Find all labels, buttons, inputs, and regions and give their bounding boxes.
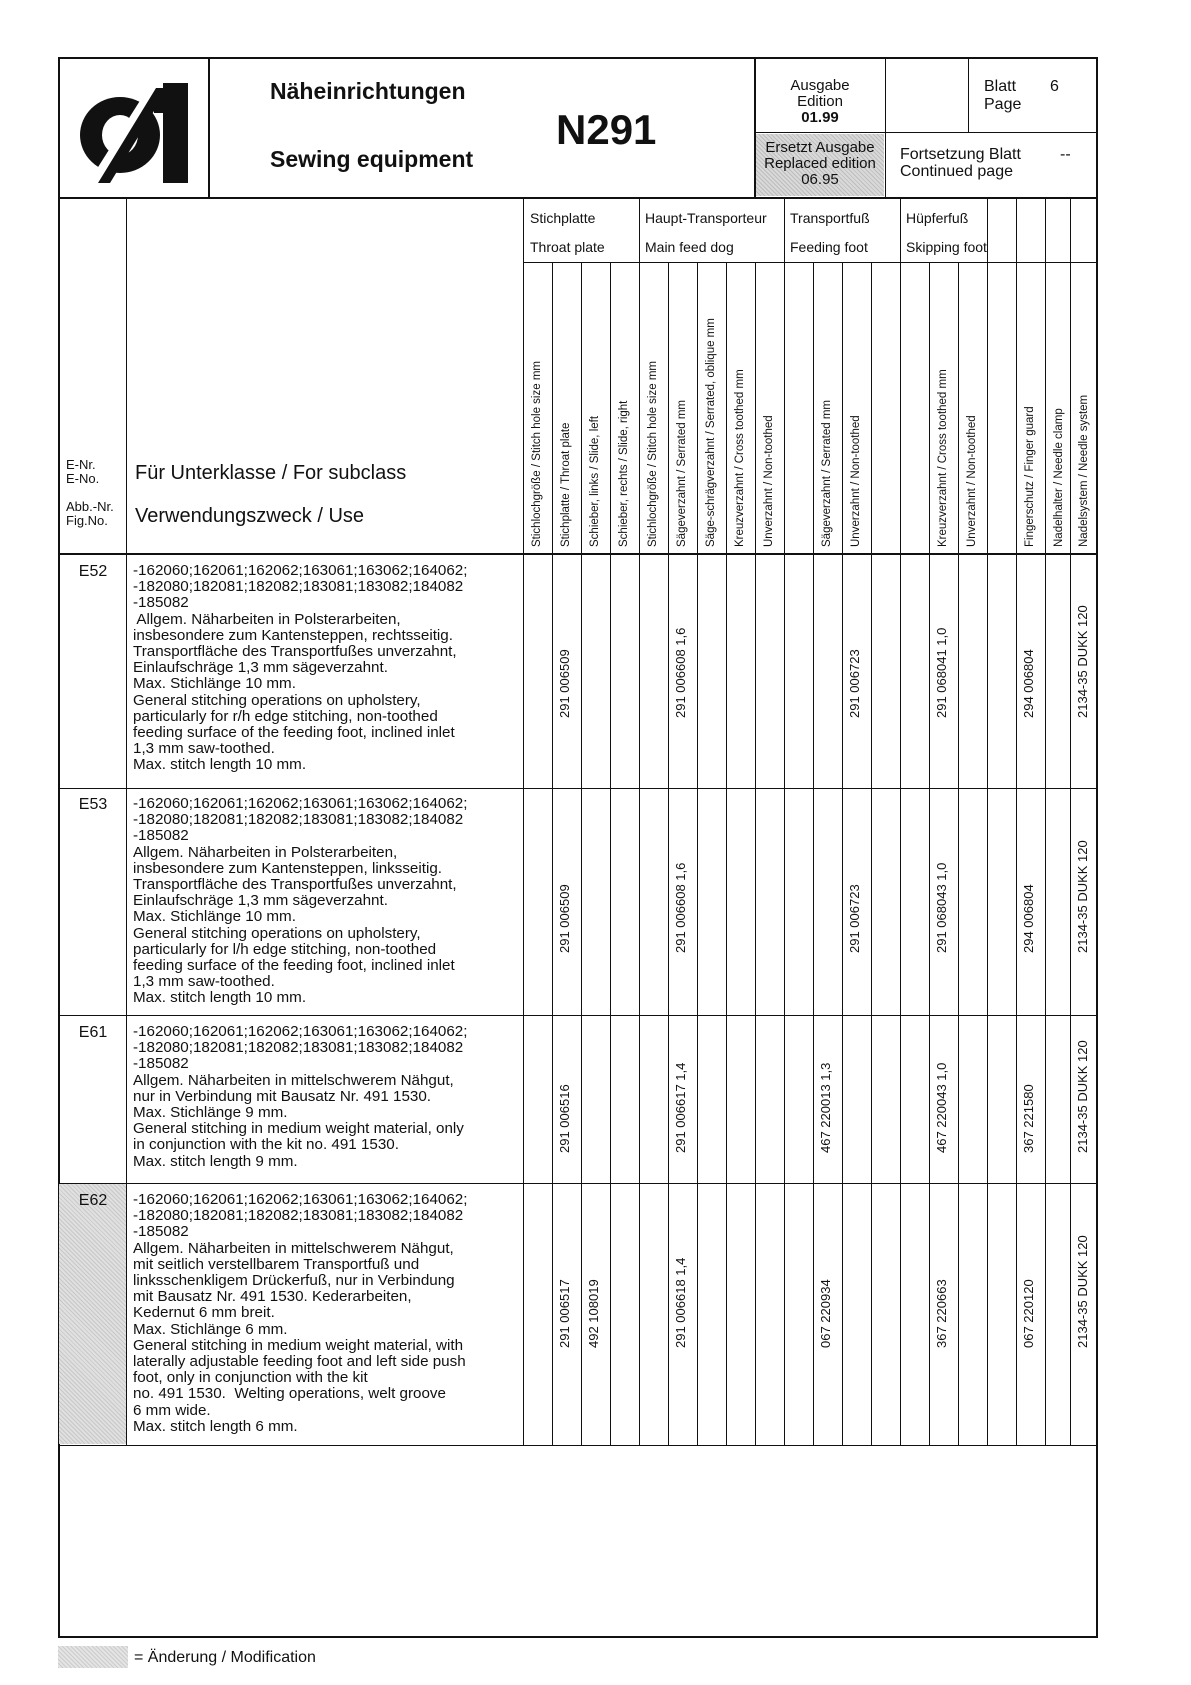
- col-line: [784, 197, 785, 1445]
- column-header: Nadelhalter / Needle clamp: [1053, 408, 1065, 547]
- column-header: Unverzahnt / Non-toothed: [763, 415, 775, 547]
- header-divider: [968, 57, 969, 132]
- cell-value: 291 006608 1,6: [673, 862, 688, 953]
- group-header-line: [523, 262, 1098, 263]
- column-header: Stichplatte / Throat plate: [560, 422, 572, 547]
- replaced-value: 06.95: [801, 171, 839, 188]
- col-line: [842, 262, 843, 1445]
- cell-value: 291 006516: [557, 1084, 572, 1153]
- fig-label: Fig.No.: [66, 513, 108, 528]
- cell-value: 291 068043 1,0: [934, 862, 949, 953]
- cell-value: 291 006618 1,4: [673, 1257, 688, 1348]
- cell-value: 291 068041 1,0: [934, 627, 949, 718]
- cell-value: 291 006517: [557, 1279, 572, 1348]
- col-line: [552, 262, 553, 1445]
- col-line: [871, 262, 872, 1445]
- eno-label: E-No.: [66, 471, 100, 486]
- edition-label: Edition: [797, 93, 843, 110]
- column-header: Unverzahnt / Non-toothed: [966, 415, 978, 547]
- group-feeddog-de: Haupt-Transporteur: [645, 210, 767, 226]
- column-header: Kreuzverzahnt / Cross toothed mm: [734, 369, 746, 547]
- cell-value: 291 006608 1,6: [673, 627, 688, 718]
- use-header: Verwendungszweck / Use: [135, 505, 365, 527]
- title-en: Sewing equipment: [270, 146, 474, 172]
- group-skip-en: Skipping foot: [906, 239, 987, 255]
- column-header: Nadelsystem / Needle system: [1078, 394, 1090, 547]
- cell-value: 367 221580: [1021, 1084, 1036, 1153]
- subclass-header: Für Unterklasse / For subclass: [135, 462, 407, 484]
- row-divider: [58, 1183, 1098, 1184]
- col-line: [755, 262, 756, 1445]
- cell-value: 294 006804: [1021, 884, 1036, 953]
- cell-value: 2134-35 DUKK 120: [1075, 1040, 1090, 1153]
- row-description: -162060;162061;162062;163061;163062;164062; -182080;182081;182082;183081;183082;184082 -185082 Allgem. Näharbeiten in mittelschwerem Nähgut, nur in Verbindung mit Bausatz Nr. 491 1530. Max. Stichlänge 9 mm. General stitching in medium weight material, only in conjunction with the kit no. 491 1530. Max. stitch length 9 mm.: [133, 1023, 468, 1170]
- group-throat-en: Throat plate: [530, 239, 605, 255]
- cell-value: 367 220663: [934, 1279, 949, 1348]
- page-number: 6: [1050, 78, 1059, 95]
- modification-marker: [59, 1184, 126, 1444]
- cell-value: 291 006617 1,4: [673, 1062, 688, 1153]
- column-header: Kreuzverzahnt / Cross toothed mm: [937, 369, 949, 547]
- cell-value: 291 006723: [847, 884, 862, 953]
- cell-value: 492 108019: [586, 1279, 601, 1348]
- col-line: [1070, 197, 1071, 1445]
- column-header: Stichlochgröße / Stitch hole size mm: [531, 361, 543, 547]
- group-feedfoot-de: Transportfuß: [790, 210, 870, 226]
- continued-label: Continued page: [900, 163, 1013, 180]
- brand-logo: [68, 73, 198, 188]
- col-line: [958, 262, 959, 1445]
- col-line: [929, 262, 930, 1445]
- replaced-edition-block: [756, 134, 884, 196]
- blatt-label: Blatt: [984, 78, 1017, 95]
- row-description: -162060;162061;162062;163061;163062;164062; -182080;182081;182082;183081;183082;184082 -185082 Allgem. Näharbeiten in Polsterarbeiten, insbesondere zum Kantensteppen, rechtsseitig. Transportfläche des Transportfußes unverzahnt, Einlaufschräge 1,3 mm sägeverzahnt. Max. Stichlänge 10 mm. General stitching operations on upholstery, particularly for r/h edge stitching, non-toothed feeding surface of the feeding foot, inclined inlet 1,3 mm saw-toothed. Max. stitch length 10 mm.: [133, 562, 468, 774]
- row-divider: [58, 1445, 1098, 1446]
- header-divider: [208, 57, 210, 197]
- row-divider: [58, 788, 1098, 789]
- col-line: [697, 262, 698, 1445]
- row-description: -162060;162061;162062;163061;163062;164062; -182080;182081;182082;183081;183082;184082 -185082 Allgem. Näharbeiten in mittelschwerem Nähgut, mit seitlich verstellbarem Transportfuß und linksschenkligem Drückerfuß, nur in Verbindung mit Bausatz Nr. 491 1530. Kederarbeiten, Kedernut 6 mm breit. Max. Stichlänge 6 mm. General stitching in medium weight material, with laterally adjustable feeding foot and left side push foot, only in conjunction with the kit no. 491 1530. Welting operations, welt groove 6 mm wide. Max. stitch length 6 mm.: [133, 1191, 468, 1435]
- legend-swatch: [58, 1646, 128, 1668]
- col-line: [610, 262, 611, 1445]
- ersetzt-label: Ersetzt Ausgabe: [765, 139, 875, 156]
- column-header: Stichlochgröße / Stitch hole size mm: [647, 361, 659, 547]
- col-line: [1045, 197, 1046, 1445]
- page-label: Page: [984, 96, 1022, 113]
- row-id: E61: [78, 1024, 108, 1041]
- column-header: Sägeverzahnt / Serrated mm: [821, 399, 833, 547]
- col-line: [987, 197, 988, 1445]
- column-header: Schieber, links / Slide, left: [589, 415, 601, 547]
- cell-value: 067 220120: [1021, 1279, 1036, 1348]
- fortsetzung-label: Fortsetzung Blatt: [900, 146, 1021, 163]
- cell-value: 2134-35 DUKK 120: [1075, 840, 1090, 953]
- col-line-id: [126, 197, 127, 1445]
- row-id: E52: [78, 563, 108, 580]
- col-line: [581, 262, 582, 1445]
- cell-value: 291 006509: [557, 649, 572, 718]
- cell-value: 2134-35 DUKK 120: [1075, 1235, 1090, 1348]
- group-feedfoot-en: Feeding foot: [790, 239, 868, 255]
- col-line: [813, 262, 814, 1445]
- cell-value: 291 006509: [557, 884, 572, 953]
- cell-value: 467 220043 1,0: [934, 1062, 949, 1153]
- group-feeddog-en: Main feed dog: [645, 239, 734, 255]
- continued-value: --: [1060, 146, 1071, 163]
- title-de: Näheinrichtungen: [270, 78, 466, 104]
- col-line: [523, 197, 524, 1445]
- group-skip-de: Hüpferfuß: [906, 210, 969, 226]
- header-divider: [885, 57, 886, 197]
- cell-value: 467 220013 1,3: [818, 1062, 833, 1153]
- row-divider: [58, 1015, 1098, 1016]
- row-id: E53: [78, 796, 108, 813]
- cell-value: 294 006804: [1021, 649, 1036, 718]
- col-line: [1016, 197, 1017, 1445]
- column-header: Sägeverzahnt / Serrated mm: [676, 399, 688, 547]
- cell-value: 2134-35 DUKK 120: [1075, 605, 1090, 718]
- header-bottom-line: [58, 197, 1098, 199]
- row-id: E62: [78, 1192, 108, 1209]
- edition-block: [756, 78, 884, 126]
- replaced-label: Replaced edition: [764, 155, 876, 172]
- header-divider: [754, 132, 1098, 133]
- col-line: [639, 197, 640, 1445]
- legend-text: = Änderung / Modification: [134, 1649, 316, 1666]
- cell-value: 067 220934: [818, 1279, 833, 1348]
- col-line: [668, 262, 669, 1445]
- table-header-line: [58, 553, 1098, 555]
- ausgabe-label: Ausgabe: [790, 77, 850, 94]
- row-description: -162060;162061;162062;163061;163062;164062; -182080;182081;182082;183081;183082;184082 -185082 Allgem. Näharbeiten in Polsterarbeiten, insbesondere zum Kantensteppen, linksseitig. Transportfläche des Transportfußes unverzahnt, Einlaufschräge 1,3 mm sägeverzahnt. Max. Stichlänge 10 mm. General stitching operations on upholstery, particularly for l/h edge stitching, non-toothed feeding surface of the feeding foot, inclined inlet 1,3 mm saw-toothed. Max. stitch length 10 mm.: [133, 795, 468, 1007]
- col-line: [900, 197, 901, 1445]
- column-header: Schieber, rechts / Slide, right: [618, 400, 630, 547]
- col-line: [726, 262, 727, 1445]
- abb-label: Abb.-Nr.: [66, 499, 114, 514]
- column-header: Fingerschutz / Finger guard: [1024, 406, 1036, 547]
- document-code: N291: [556, 106, 657, 153]
- edition-value: 01.99: [801, 109, 839, 126]
- group-throat-de: Stichplatte: [530, 210, 596, 226]
- column-header: Säge-schrägverzahnt / Serrated, oblique mm: [705, 318, 717, 547]
- enr-label: E-Nr.: [66, 457, 96, 472]
- column-header: Unverzahnt / Non-toothed: [850, 415, 862, 547]
- cell-value: 291 006723: [847, 649, 862, 718]
